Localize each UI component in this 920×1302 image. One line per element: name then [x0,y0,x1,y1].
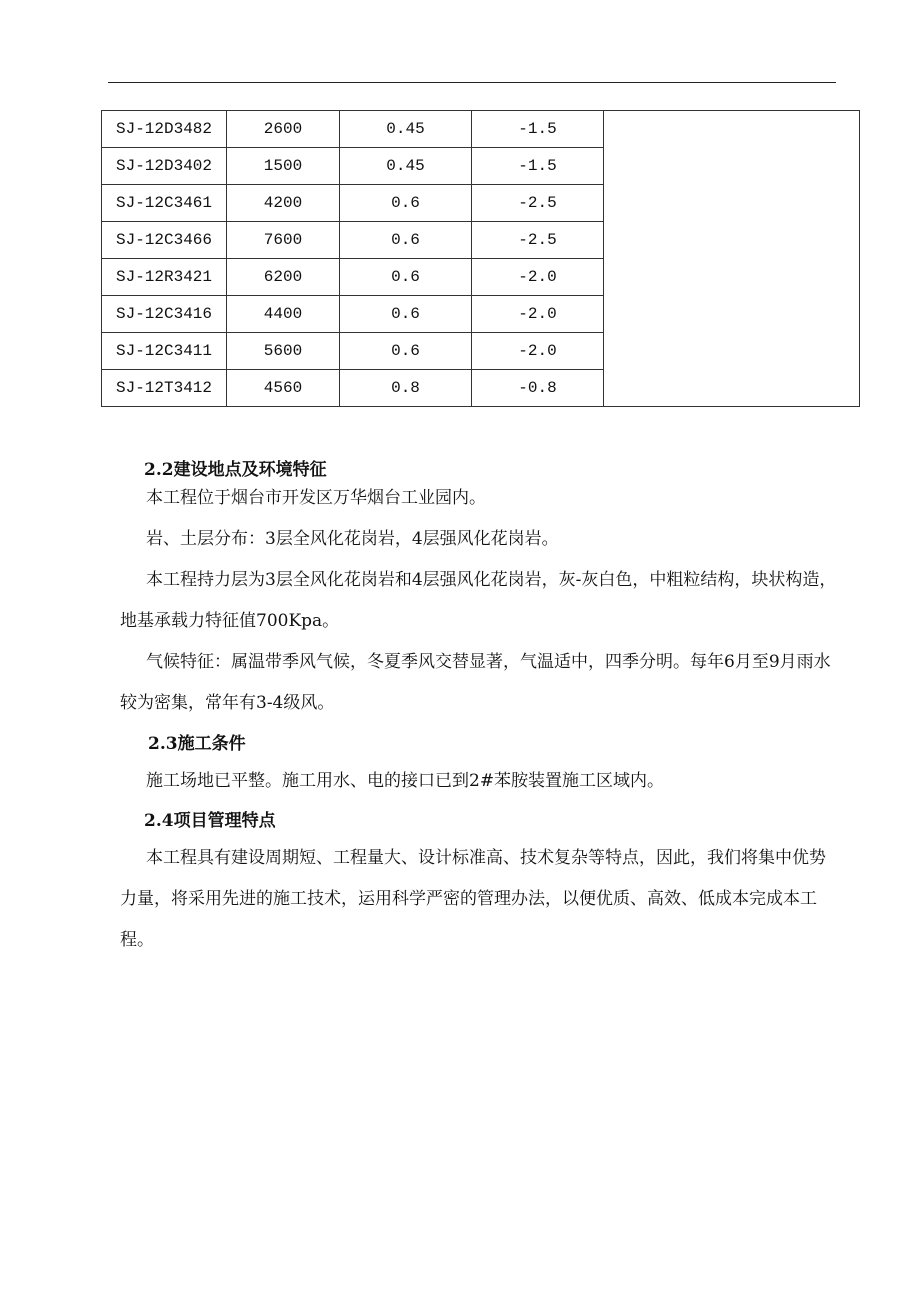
table-cell: 0.6 [340,259,472,296]
section-2-2-paragraph-1: 本工程位于烟台市开发区万华烟台工业园内。 [146,488,486,508]
section-2-4-paragraph-1: 本工程具有建设周期短、工程量大、设计标准高、技术复杂等特点，因此，我们将集中优势力量，将采用先进的施工技术，运用科学严密的管理办法，以便优质、高效、低成本完成本工程。 [120,848,826,950]
table-cell: 0.6 [340,222,472,259]
table-cell: -2.0 [472,296,604,333]
table-cell: SJ-12C3461 [102,185,227,222]
table-cell: SJ-12R3421 [102,259,227,296]
section-2-3-paragraph-1: 施工场地已平整。施工用水、电的接口已到2#苯胺装置施工区域内。 [146,771,665,791]
table-cell: SJ-12T3412 [102,370,227,407]
table-cell: 5600 [227,333,340,370]
table-cell: 2600 [227,111,340,148]
table-cell: 0.6 [340,185,472,222]
table-cell: 0.45 [340,148,472,185]
table-cell: 0.8 [340,370,472,407]
table-cell: 4200 [227,185,340,222]
table-cell: -2.5 [472,185,604,222]
table-cell: SJ-12C3416 [102,296,227,333]
section-2-2-heading: 2.2建设地点及环境特征 [144,460,327,480]
table-cell: 1500 [227,148,340,185]
section-2-3-heading: 2.3施工条件 [148,734,246,754]
table-cell: 4400 [227,296,340,333]
section-2-2-paragraph-4: 气候特征：属温带季风气候，冬夏季风交替显著，气温适中，四季分明。每年6月至9月雨水较为密集，常年有3-4级风。 [120,652,831,713]
table-cell: 7600 [227,222,340,259]
table-cell: -1.5 [472,148,604,185]
table-cell: -2.0 [472,259,604,296]
spec-table [101,110,860,407]
table-cell: SJ-12D3402 [102,148,227,185]
table-cell: -2.0 [472,333,604,370]
section-2-2-paragraph-2: 岩、土层分布：3层全风化花岗岩，4层强风化花岗岩。 [146,529,559,549]
table-cell: SJ-12D3482 [102,111,227,148]
section-2-4-heading: 2.4项目管理特点 [144,811,276,831]
table-cell: -2.5 [472,222,604,259]
table-row [102,111,860,148]
table-cell: SJ-12C3411 [102,333,227,370]
table-cell: 0.45 [340,111,472,148]
section-2-2-paragraph-3: 本工程持力层为3层全风化花岗岩和4层强风化花岗岩，灰-灰白色，中粗粒结构，块状构造，地基承载力特征值700Kpa。 [120,570,837,631]
table-cell: 0.6 [340,296,472,333]
table-cell: -0.8 [472,370,604,407]
header-rule [108,82,836,83]
table-cell: 6200 [227,259,340,296]
table-cell: 0.6 [340,333,472,370]
merged-remarks-cell [604,111,860,407]
table-cell: SJ-12C3466 [102,222,227,259]
spec-table-body [102,111,860,407]
table-cell: -1.5 [472,111,604,148]
table-cell: 4560 [227,370,340,407]
